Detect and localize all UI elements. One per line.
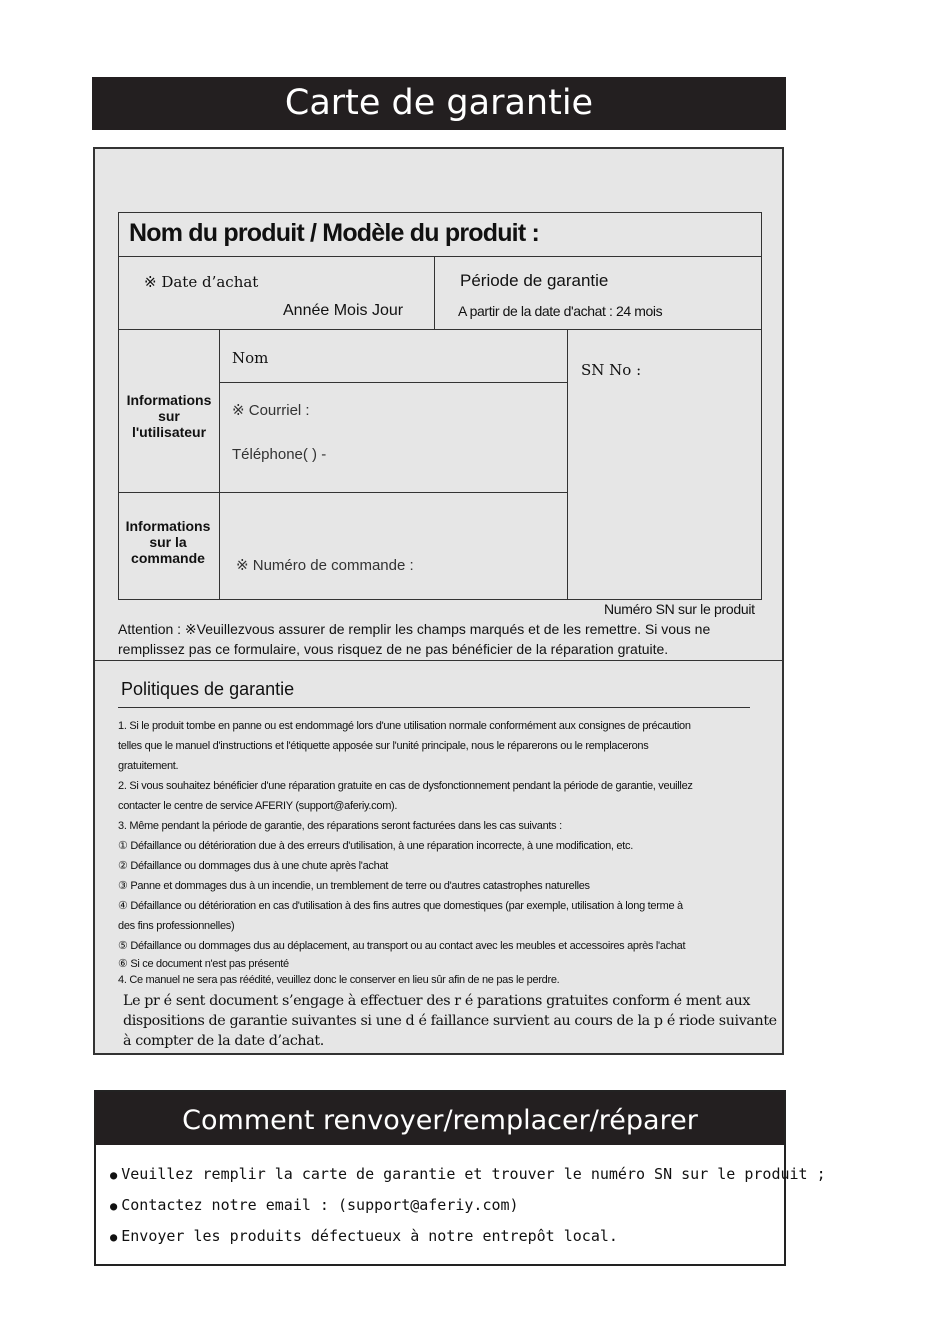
policy-line: telles que le manuel d'instructions et l'étiquette apposée sur l'unité principale, nous le réparerons ou le remplacerons: [118, 740, 649, 752]
engagement-statement: Le pr é sent document s’engage à effectuer des r é parations gratuites conform é ment aux dispositions de garantie suivantes si une d é faillance survient au cours de la p é riode suivante à compter de la date d’achat.: [123, 993, 777, 1049]
return-step: [110, 1191, 826, 1222]
bullet-icon: ●: [110, 1230, 118, 1244]
user-info-label-line: l'utilisateur: [131, 424, 207, 440]
order-info-label-line: commande: [131, 550, 205, 566]
order-info-label-line: Informations: [125, 518, 211, 534]
email-label: ※ Courriel :: [232, 402, 310, 419]
warranty-period-value: A partir de la date d'achat : 24 mois: [458, 303, 663, 319]
return-step: [110, 1222, 826, 1253]
section-divider: [95, 660, 784, 661]
policy-line: 4. Ce manuel ne sera pas réédité, veuillez donc le conserver en lieu sûr afin de ne pas le perdre.: [118, 974, 560, 986]
policy-line: ⑤ Défaillance ou dommages dus au déplacement, au transport ou au contact avec les meubles et accessoires après l'achat: [118, 940, 686, 952]
return-steps: [110, 1160, 826, 1253]
return-step-text: Envoyer les produits défectueux à notre entrepôt local.: [121, 1227, 618, 1245]
sn-number-label: SN No :: [581, 361, 642, 379]
sn-on-product-label: Numéro SN sur le produit: [604, 601, 755, 617]
return-step-text: Veuillez remplir la carte de garantie et trouver le numéro SN sur le produit ;: [121, 1165, 826, 1183]
attention-notice: Attention : ※Veuillezvous assurer de remplir les champs marqués et de les remettre. Si vous ne remplissez pas ce formulaire, vous risquez de ne pas bénéficier de la réparation gratuite.: [118, 621, 711, 657]
return-step-text: Contactez notre email : (support@aferiy.com): [121, 1196, 519, 1214]
policies-underline: [118, 707, 750, 708]
policy-line: ④ Défaillance ou détérioration en cas d'utilisation à des fins autres que domestiques (par exemple, utilisation à long terme à: [118, 900, 683, 912]
return-step: [110, 1160, 826, 1191]
policy-line: ① Défaillance ou détérioration due à des erreurs d'utilisation, à une réparation incorrecte, à une modification, etc.: [118, 840, 633, 852]
policy-line: 2. Si vous souhaitez bénéficier d'une réparation gratuite en cas de dysfonctionnement pendant la période de garantie, veuillez: [118, 780, 693, 792]
form-divider: [567, 329, 568, 600]
form-divider: [434, 256, 435, 329]
form-divider: [118, 329, 762, 330]
order-info-label: [120, 518, 216, 566]
policies-list: [118, 716, 768, 988]
user-info-label-line: sur: [158, 408, 180, 424]
form-divider: [219, 329, 220, 600]
date-parts-label: Année Mois Jour: [283, 302, 404, 319]
order-number-label: ※ Numéro de commande :: [236, 557, 414, 574]
phone-label: Téléphone( ) -: [232, 446, 327, 463]
bullet-icon: ●: [110, 1168, 118, 1182]
form-divider: [118, 492, 567, 493]
purchase-date-label: ※ Date d’achat: [144, 273, 259, 291]
policy-line: ③ Panne et dommages dus à un incendie, un tremblement de terre ou d'autres catastrophes naturelles: [118, 880, 590, 892]
policy-line: 1. Si le produit tombe en panne ou est endommagé lors d'une utilisation normale conformément aux consignes de précaution: [118, 720, 691, 732]
product-model-label: Nom du produit / Modèle du produit :: [129, 219, 540, 247]
bullet-icon: ●: [110, 1199, 118, 1213]
order-info-label-line: sur la: [149, 534, 187, 550]
form-divider: [118, 256, 762, 257]
user-info-label: [120, 392, 218, 440]
policy-line: ② Défaillance ou dommages dus à une chute après l'achat: [118, 860, 389, 872]
form-divider: [219, 382, 567, 383]
policy-line: contacter le centre de service AFERIY (support@aferiy.com).: [118, 800, 398, 812]
warranty-period-label: Période de garantie: [460, 271, 609, 290]
policy-line: ⑥ Si ce document n'est pas présenté: [118, 958, 289, 970]
user-info-label-line: Informations: [126, 392, 212, 408]
name-label: Nom: [232, 349, 269, 367]
policy-line: gratuitement.: [118, 760, 179, 772]
policies-title: Politiques de garantie: [121, 679, 295, 699]
policy-line: 3. Même pendant la période de garantie, des réparations seront facturées dans les cas suivants :: [118, 820, 562, 832]
policy-line: des fins professionnelles): [118, 920, 235, 932]
header-title: Carte de garantie: [92, 77, 786, 130]
return-title: Comment renvoyer/remplacer/réparer: [96, 1092, 784, 1145]
